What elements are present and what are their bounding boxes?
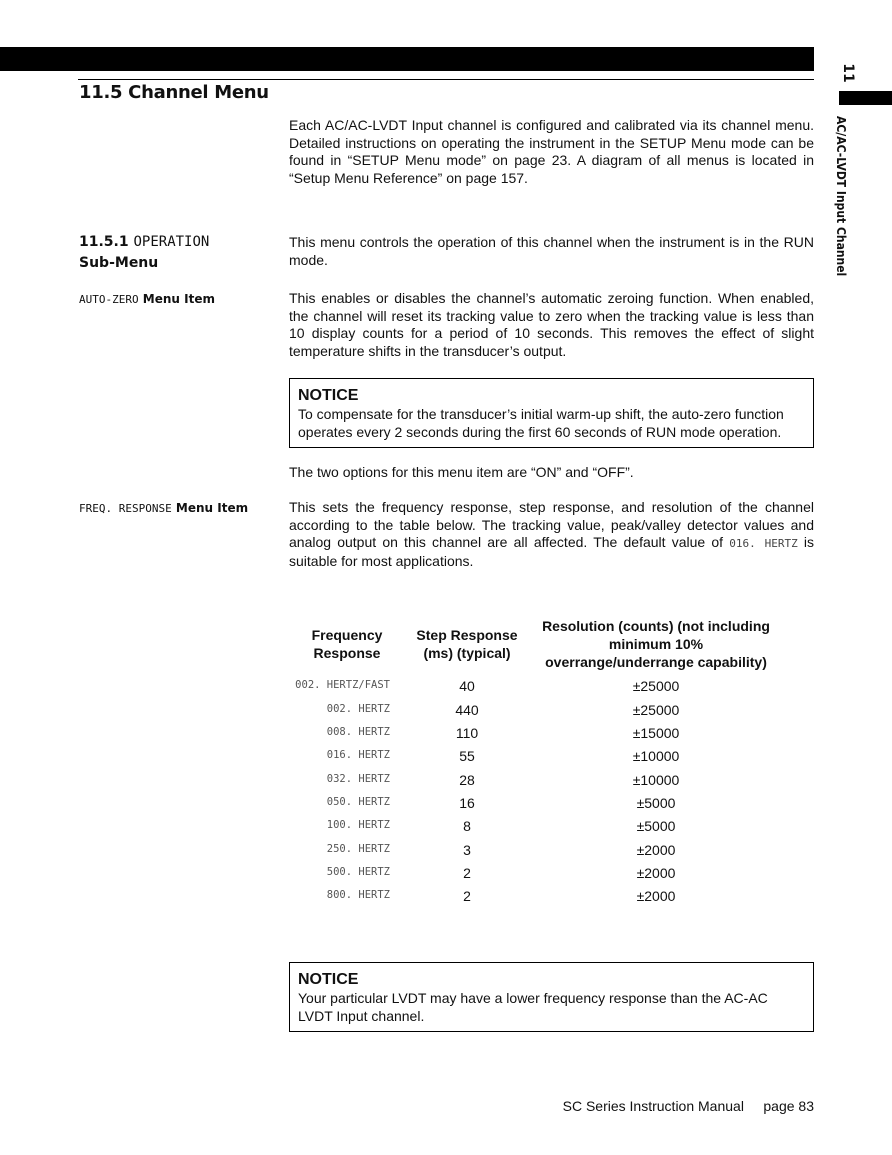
resolution-cell: ±25000 [632, 702, 680, 718]
resolution-cell: ±5000 [636, 818, 676, 834]
table-row [280, 793, 800, 816]
table-row [280, 770, 800, 793]
freq-default-code: 016. HERTZ [729, 537, 798, 551]
notice-text: To compensate for the transducer’s initial warm-up shift, the auto-zero function operates every 2 seconds during the first 60 seconds of RUN mode operation. [298, 406, 784, 440]
page-footer [540, 1098, 814, 1114]
freq-cell: 500. HERTZ [326, 866, 390, 878]
step-cell: 8 [463, 818, 471, 834]
intro-paragraph: Each AC/AC-LVDT Input channel is configured and calibrated via its channel menu. Detailed instructions on operating the instrument in the SETUP Menu mode can be found in “SETUP Menu mode” on page 23. A diagram of all menus is located in “Setup Menu Reference” on page 157. [289, 117, 814, 186]
table-row [280, 746, 800, 769]
resolution-cell: ±10000 [632, 748, 680, 764]
autozero-side-label [79, 292, 215, 306]
freq-cell: 032. HERTZ [326, 773, 390, 785]
step-cell: 40 [459, 678, 475, 694]
step-cell: 2 [463, 888, 471, 904]
resolution-cell: ±2000 [636, 865, 676, 881]
autozero-code: AUTO-ZERO [79, 293, 139, 306]
freq-cell: 002. HERTZ [326, 703, 390, 715]
notice-title: NOTICE [298, 387, 359, 404]
chapter-number: 11 [840, 63, 856, 83]
section-heading: 11.5 Channel Menu [79, 82, 269, 103]
step-cell: 28 [459, 772, 475, 788]
step-cell: 3 [463, 842, 471, 858]
table-row [280, 723, 800, 746]
notice-title: NOTICE [298, 971, 359, 988]
step-cell: 55 [459, 748, 475, 764]
table-row [280, 863, 800, 886]
freq-cell: 100. HERTZ [326, 819, 390, 831]
resolution-cell: ±2000 [636, 888, 676, 904]
subsection-suffix: Sub-Menu [79, 255, 159, 271]
freq-cell: 050. HERTZ [326, 796, 390, 808]
header-rule [78, 79, 814, 80]
freq-paragraph [289, 499, 814, 570]
table-row [280, 676, 800, 699]
autozero-options-text: The two options for this menu item are “ON” and “OFF”. [289, 464, 634, 480]
table-header-resolution: Resolution (counts) (not including minimum 10% overrange/underrange capability) [542, 618, 770, 670]
notice-box-lvdt [289, 962, 814, 1032]
table-row [280, 816, 800, 839]
step-cell: 110 [455, 725, 479, 741]
freq-cell: 002. HERTZ/FAST [295, 679, 390, 691]
freq-cell: 800. HERTZ [326, 889, 390, 901]
resolution-cell: ±15000 [632, 725, 680, 741]
step-cell: 16 [459, 795, 475, 811]
resolution-cell: ±10000 [632, 772, 680, 788]
freq-cell: 008. HERTZ [326, 726, 390, 738]
table-row [280, 886, 800, 909]
header-bar [0, 47, 814, 71]
freq-code: FREQ. RESPONSE [79, 502, 172, 515]
table-row [280, 700, 800, 723]
freq-label: Menu Item [175, 501, 249, 515]
autozero-paragraph: This enables or disables the channel’s automatic zeroing function. When enabled, the channel will reset its tracking value to zero when the tracking value is less than 10 display counts for a period of 10 seconds. This removes the effect of slight temperature shifts in the transducer’s output. [289, 290, 814, 359]
chapter-tab-marker [839, 91, 892, 105]
footer-page-number: page 83 [763, 1098, 814, 1114]
subsection-number: 11.5.1 [79, 234, 129, 250]
notice-text: Your particular LVDT may have a lower frequency response than the AC-AC LVDT Input channel. [298, 990, 768, 1024]
step-cell: 2 [463, 865, 471, 881]
chapter-side-title: AC/AC-LVDT Input Channel [834, 116, 848, 277]
footer-manual-title: SC Series Instruction Manual [562, 1098, 744, 1114]
autozero-label: Menu Item [142, 292, 215, 306]
step-cell: 440 [455, 702, 479, 718]
freq-text-b: is suitable for most applications. [289, 534, 815, 569]
resolution-cell: ±5000 [636, 795, 676, 811]
notice-box-autozero [289, 378, 814, 448]
resolution-cell: ±25000 [632, 678, 680, 694]
subsection-heading [79, 232, 209, 274]
freq-side-label [79, 501, 248, 515]
table-header-step: Step Response (ms) (typical) [416, 627, 518, 661]
resolution-cell: ±2000 [636, 842, 676, 858]
freq-cell: 016. HERTZ [326, 749, 390, 761]
freq-cell: 250. HERTZ [326, 843, 390, 855]
table-header-frequency: Frequency Response [311, 627, 383, 661]
operation-paragraph: This menu controls the operation of this channel when the instrument is in the RUN mode. [289, 234, 814, 268]
table-row [280, 840, 800, 863]
subsection-code: OPERATION [133, 234, 210, 250]
freq-text-a: This sets the frequency response, step response, and resolution of the channel according to the table below. The tracking value, peak/valley detector values and analog output on this channel are all affected. The default value of [289, 499, 814, 551]
